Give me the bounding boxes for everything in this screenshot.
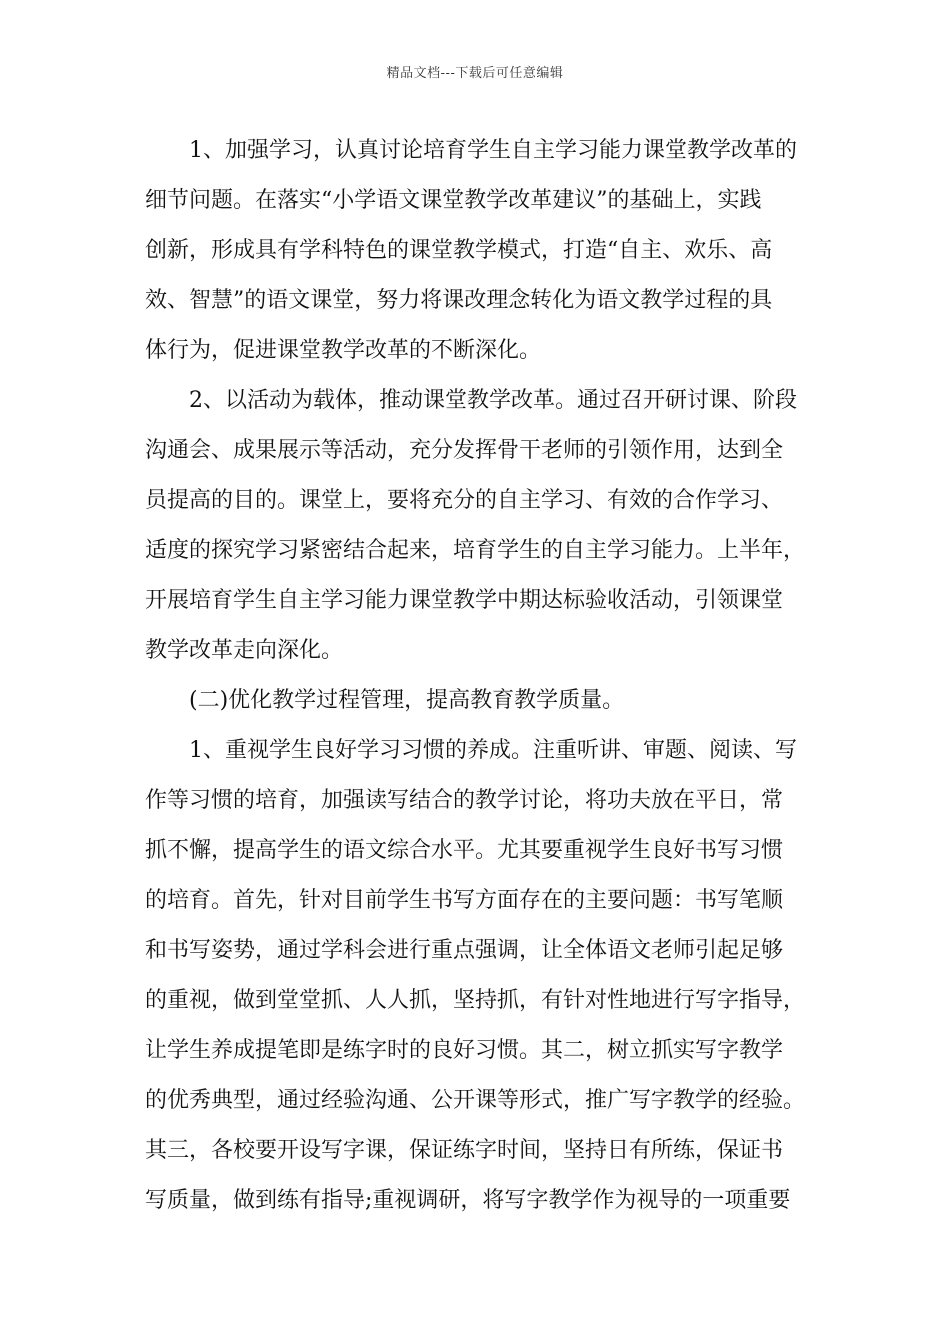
- text-line: 的重视，做到堂堂抓、人人抓，坚持抓，有针对性地进行写字指导，: [145, 988, 806, 1013]
- text-line: 1、加强学习，认真讨论培育学生自主学习能力课堂教学改革的: [189, 138, 797, 163]
- text-line: 写质量，做到练有指导;重视调研，将写字教学作为视导的一项重要: [145, 1188, 791, 1213]
- text-line: 2、以活动为载体，推动课堂教学改革。通过召开研讨课、阶段: [189, 388, 797, 413]
- text-line: 效、智慧”的语文课堂，努力将课改理念转化为语文教学过程的具: [145, 288, 773, 313]
- text-line: 沟通会、成果展示等活动，充分发挥骨干老师的引领作用，达到全: [145, 438, 784, 463]
- text-line: 其三，各校要开设写字课，保证练字时间，坚持日有所练，保证书: [145, 1138, 784, 1163]
- text-line: 1、重视学生良好学习习惯的养成。注重听讲、审题、阅读、写: [189, 738, 797, 763]
- text-line: 抓不懈，提高学生的语文综合水平。尤其要重视学生良好书写习惯: [145, 838, 784, 863]
- text-line: 和书写姿势，通过学科会进行重点强调，让全体语文老师引起足够: [145, 938, 784, 963]
- text-line: 创新，形成具有学科特色的课堂教学模式，打造“自主、欢乐、高: [145, 238, 773, 263]
- text-line: 让学生养成提笔即是练字时的良好习惯。其二，树立抓实写字教学: [145, 1038, 784, 1063]
- page-header: 精品文档---下载后可任意编辑: [386, 66, 564, 81]
- text-line: 细节问题。在落实“小学语文课堂教学改革建议”的基础上，实践: [145, 188, 762, 213]
- text-line: 适度的探究学习紧密结合起来，培育学生的自主学习能力。上半年，: [145, 538, 806, 563]
- document-body: [145, 126, 805, 1226]
- text-line: 的培育。首先，针对目前学生书写方面存在的主要问题：书写笔顺: [145, 888, 784, 913]
- text-line: 体行为，促进课堂教学改革的不断深化。: [145, 338, 542, 363]
- section-heading: (二)优化教学过程管理，提高教育教学质量。: [189, 688, 625, 713]
- text-line: 教学改革走向深化。: [145, 638, 344, 663]
- text-line: 的优秀典型，通过经验沟通、公开课等形式，推广写字教学的经验。: [145, 1088, 806, 1113]
- text-line: 作等习惯的培育，加强读写结合的教学讨论，将功夫放在平日，常: [145, 788, 784, 813]
- text-line: 开展培育学生自主学习能力课堂教学中期达标验收活动，引领课堂: [145, 588, 784, 613]
- text-line: 员提高的目的。课堂上，要将充分的自主学习、有效的合作学习、: [145, 488, 784, 513]
